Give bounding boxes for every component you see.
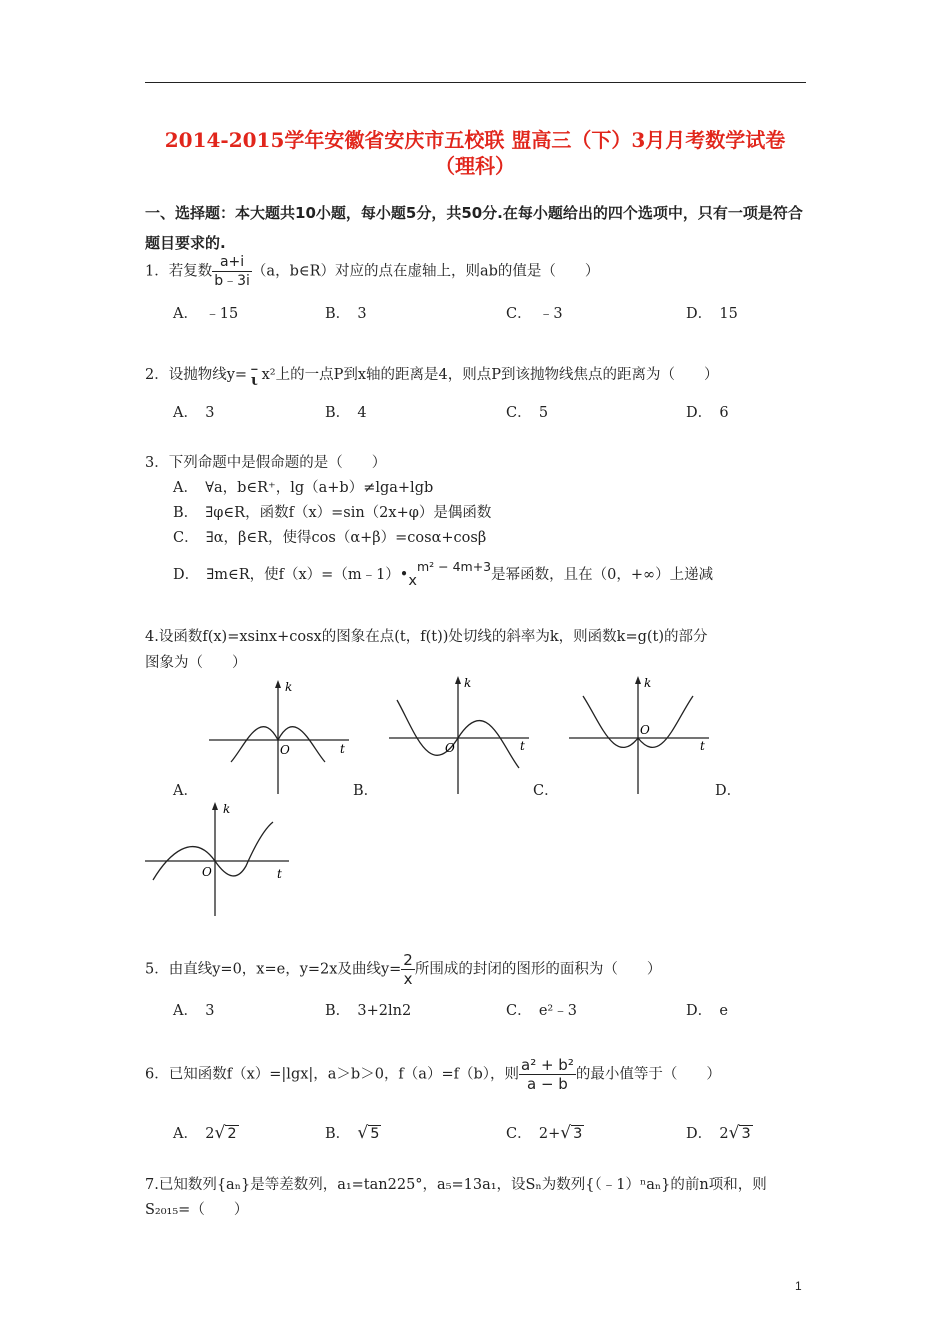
graph-b[interactable] <box>385 672 535 798</box>
graph-c-t-label: t <box>700 739 705 753</box>
q2-option-c[interactable]: C． 5 <box>506 405 549 421</box>
q3-option-b[interactable]: B． ∃φ∈R，函数f（x）=sin（2x+φ）是偶函数 <box>173 505 492 521</box>
question-4-line1: 4.设函数f(x)=xsinx+cosx的图象在点(t，f(t))处切线的斜率为k，则函数k=g(t)的部分 <box>145 629 708 645</box>
q5-option-c[interactable]: C． e²﹣3 <box>506 1003 577 1019</box>
question-3: 3．下列命题中是假命题的是（ ） <box>145 455 387 471</box>
q5-option-d[interactable]: D． e <box>686 1003 728 1019</box>
q3-option-c[interactable]: C． ∃α，β∈R，使得cos（α+β）=cosα+cosβ <box>173 530 487 546</box>
q4-option-d[interactable]: D． <box>715 783 742 799</box>
q1-option-d[interactable]: D． 15 <box>686 306 738 322</box>
q6-option-c[interactable]: C． 2+√ 3 <box>506 1123 583 1143</box>
q1-suffix: （a，b∈R）对应的点在虚轴上，则ab的值是（ ） <box>251 263 600 280</box>
q6-prefix: 6．已知函数f（x）=|lgx|，a＞b＞0，f（a）=f（b），则 <box>145 1066 519 1083</box>
graph-d-t-label: t <box>277 867 282 881</box>
sqrt-icon: √ <box>214 1123 226 1143</box>
q2-option-d[interactable]: D． 6 <box>686 405 729 421</box>
q4-option-a[interactable]: A． <box>173 783 198 799</box>
exam-title-subject: （理科） <box>435 154 515 178</box>
q2-prefix: 2．设抛物线y= <box>145 367 248 383</box>
section-heading: 一、选择题：本大题共10小题，每小题5分，共50分.在每小题给出的四个选项中，只有一项是符合题目要求的. <box>145 204 803 252</box>
question-7-line2: S₂₀₁₅=（ ） <box>145 1202 249 1218</box>
q5-option-b[interactable]: B． 3+2ln2 <box>325 1003 412 1019</box>
question-7-line1: 7.已知数列{aₙ}是等差数列，a₁=tan225°，a₅=13a₁，设Sₙ为数列{（﹣1）ⁿaₙ}的前n项和，则 <box>145 1177 767 1193</box>
question-6 <box>145 1056 721 1093</box>
graph-a[interactable] <box>205 678 355 798</box>
q6-option-a[interactable]: A． 2√ 2 <box>173 1123 237 1143</box>
q6-option-b[interactable]: B． √ 5 <box>325 1123 380 1143</box>
header-rule <box>145 82 806 83</box>
graph-b-origin: O <box>445 741 455 755</box>
q1-option-c[interactable]: C． ﹣3 <box>506 306 563 322</box>
graph-b-t-label: t <box>520 739 525 753</box>
q6-option-d[interactable]: D． 2√ 3 <box>686 1123 751 1143</box>
question-1 <box>145 253 599 290</box>
graph-d-k-label: k <box>223 802 231 816</box>
q3-option-a[interactable]: A． ∀a，b∈R⁺，lg（a+b）≠lga+lgb <box>173 480 434 496</box>
q3-option-d[interactable]: D． ∃m∈R，使f（x）=（m﹣1）•xm² − 4m+3是幂函数，且在（0，+∞）上递减 <box>173 559 714 589</box>
q4-option-b[interactable]: B． <box>353 783 379 799</box>
question-4-line2: 图象为（ ） <box>145 655 247 671</box>
sqrt-icon: √ <box>357 1123 369 1143</box>
page-number: 1 <box>795 1279 802 1293</box>
exam-title: 2014-2015学年安徽省安庆市五校联 盟高三（下）3月月考数学试卷 <box>164 128 786 152</box>
q6-fraction: $\frac{\text{a² + b²}}{a - b}$ <box>521 1056 574 1093</box>
graph-d-origin: O <box>202 865 212 879</box>
graph-b-k-label: k <box>464 676 472 690</box>
sqrt-icon: √ <box>560 1123 572 1143</box>
q5-fraction: $\frac{2}{x}$ <box>403 951 413 988</box>
q6-suffix: 的最小值等于（ ） <box>575 1066 721 1083</box>
graph-a-t-label: t <box>340 742 345 756</box>
graph-c-origin: O <box>640 723 650 737</box>
q4-option-c[interactable]: C． <box>533 783 559 799</box>
q2-suffix: x²上的一点P到x轴的距离是4，则点P到该抛物线焦点的距离为（ ） <box>261 367 719 383</box>
q5-prefix: 5．由直线y=0，x=e，y=2x及曲线y= <box>145 961 402 978</box>
q1-option-a[interactable]: A． ﹣15 <box>173 306 239 322</box>
q2-option-a[interactable]: A． 3 <box>173 405 215 421</box>
q2-broken-fraction: ﹣ ι <box>247 360 262 389</box>
graph-d[interactable] <box>143 800 293 920</box>
q2-option-b[interactable]: B． 4 <box>325 405 367 421</box>
q5-option-a[interactable]: A． 3 <box>173 1003 215 1019</box>
question-2 <box>145 360 719 389</box>
graph-a-origin: O <box>280 743 290 757</box>
question-5 <box>145 951 661 988</box>
q1-prefix: 1．若复数 <box>145 263 213 280</box>
sqrt-icon: √ <box>728 1123 740 1143</box>
graph-c-k-label: k <box>644 676 652 690</box>
graph-c[interactable] <box>565 672 715 798</box>
q1-option-b[interactable]: B． 3 <box>325 306 367 322</box>
q1-fraction: $\frac{a+i}{b﹣3i}$ <box>214 254 250 289</box>
graph-a-k-label: k <box>285 680 293 694</box>
q5-suffix: 所围成的封闭的图形的面积为（ ） <box>414 961 662 978</box>
